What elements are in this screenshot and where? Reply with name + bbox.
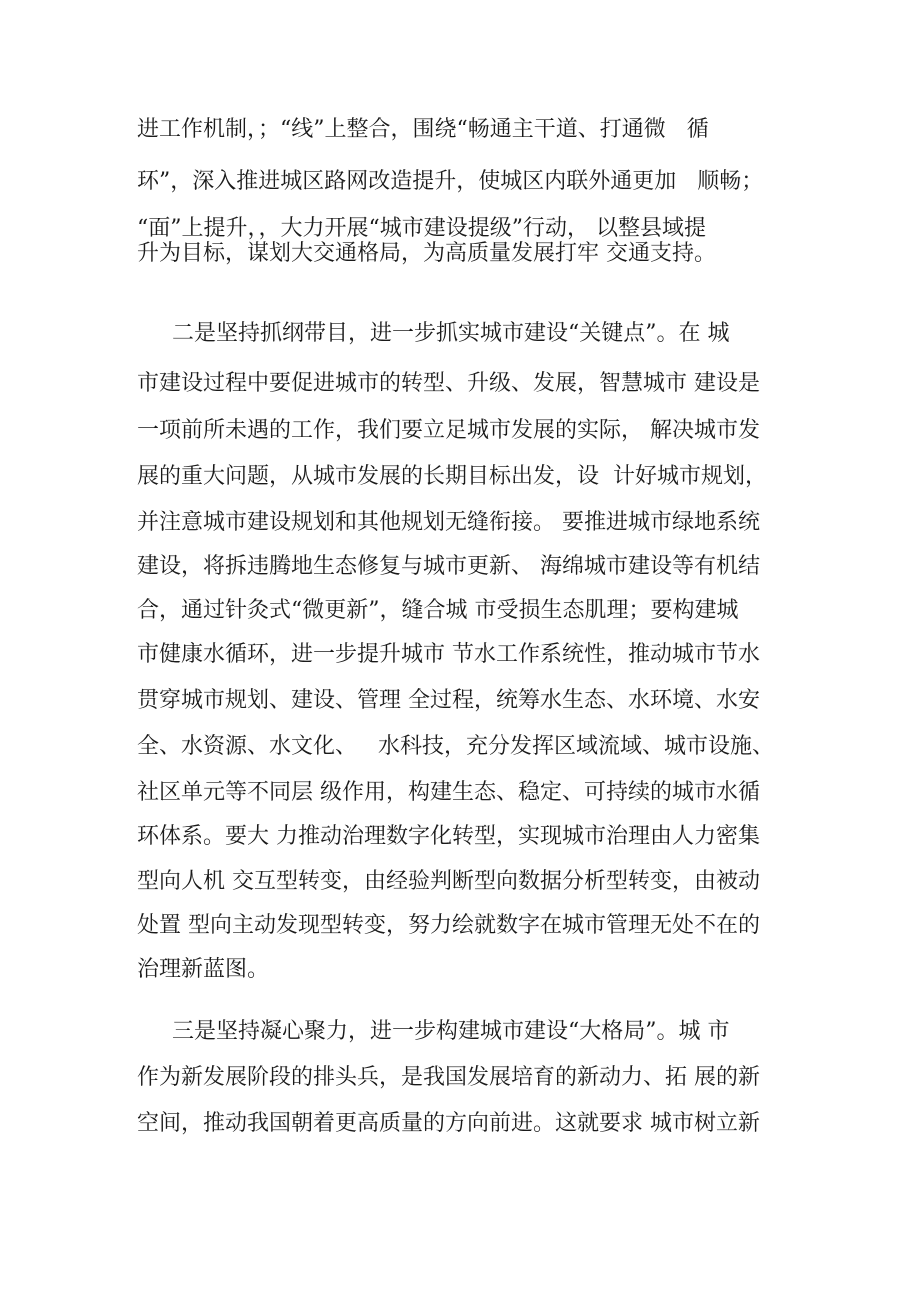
text-line: 市健康水循环，进一步提升城市 节水工作系统性，推动城市节水 bbox=[137, 642, 760, 667]
text-line: 展的重大问题，从城市发展的长期目标出发，设 计好城市规划， bbox=[137, 464, 767, 489]
text-line: 合，通过针灸式“微更新”，缝合城 市受损生态肌理；要构建城 bbox=[137, 598, 739, 623]
text-line: 空间，推动我国朝着更高质量的方向前进。这就要求 城市树立新 bbox=[137, 1111, 760, 1136]
text-line: 环体系。要大 力推动治理数字化转型，实现城市治理由人力密集 bbox=[137, 824, 760, 849]
text-line: 治理新蓝图。 bbox=[137, 957, 270, 982]
text-line: 一项前所未遇的工作，我们要立足城市发展的实际， 解决城市发 bbox=[137, 418, 760, 443]
text-line: 升为目标，谋划大交通格局，为高质量发展打牢 交通支持。 bbox=[137, 241, 716, 266]
text-line: 环”，深入推进城区路网改造提升，使城区内联外通更加 顺畅； bbox=[137, 169, 764, 194]
text-line: 型向人机 交互型转变，由经验判断型向数据分析型转变，由被动 bbox=[137, 869, 760, 894]
text-line: 二是坚持抓纲带目，进一步抓实城市建设“关键点”。在 城 bbox=[172, 321, 730, 346]
text-line: 进工作机制，；“线”上整合，围绕“畅通主干道、打通微 循 bbox=[137, 117, 709, 142]
text-line: “面”上提升，，大力开展“城市建设提级”行动， 以整县域提 bbox=[137, 216, 706, 241]
text-line: 三是坚持凝心聚力，进一步构建城市建设“大格局”。城 市 bbox=[172, 1019, 730, 1044]
text-line: 处置 型向主动发现型转变，努力绘就数字在城市管理无处不在的 bbox=[137, 913, 760, 938]
text-line: 建设，将拆违腾地生态修复与城市更新、 海绵城市建设等有机结 bbox=[137, 554, 760, 579]
text-line: 社区单元等不同层 级作用，构建生态、稳定、可持续的城市水循 bbox=[137, 780, 760, 805]
text-line: 作为新发展阶段的排头兵，是我国发展培育的新动力、拓 展的新 bbox=[137, 1065, 760, 1090]
text-line: 市建设过程中要促进城市的转型、升级、发展，智慧城市 建设是 bbox=[137, 371, 760, 396]
text-line: 全、水资源、水文化、 水科技，充分发挥区域流域、城市设施、 bbox=[137, 734, 774, 759]
text-line: 并注意城市建设规划和其他规划无缝衔接。 要推进城市绿地系统 bbox=[137, 510, 760, 535]
text-line: 贯穿城市规划、建设、管理 全过程，统筹水生态、水环境、水安 bbox=[137, 688, 760, 713]
